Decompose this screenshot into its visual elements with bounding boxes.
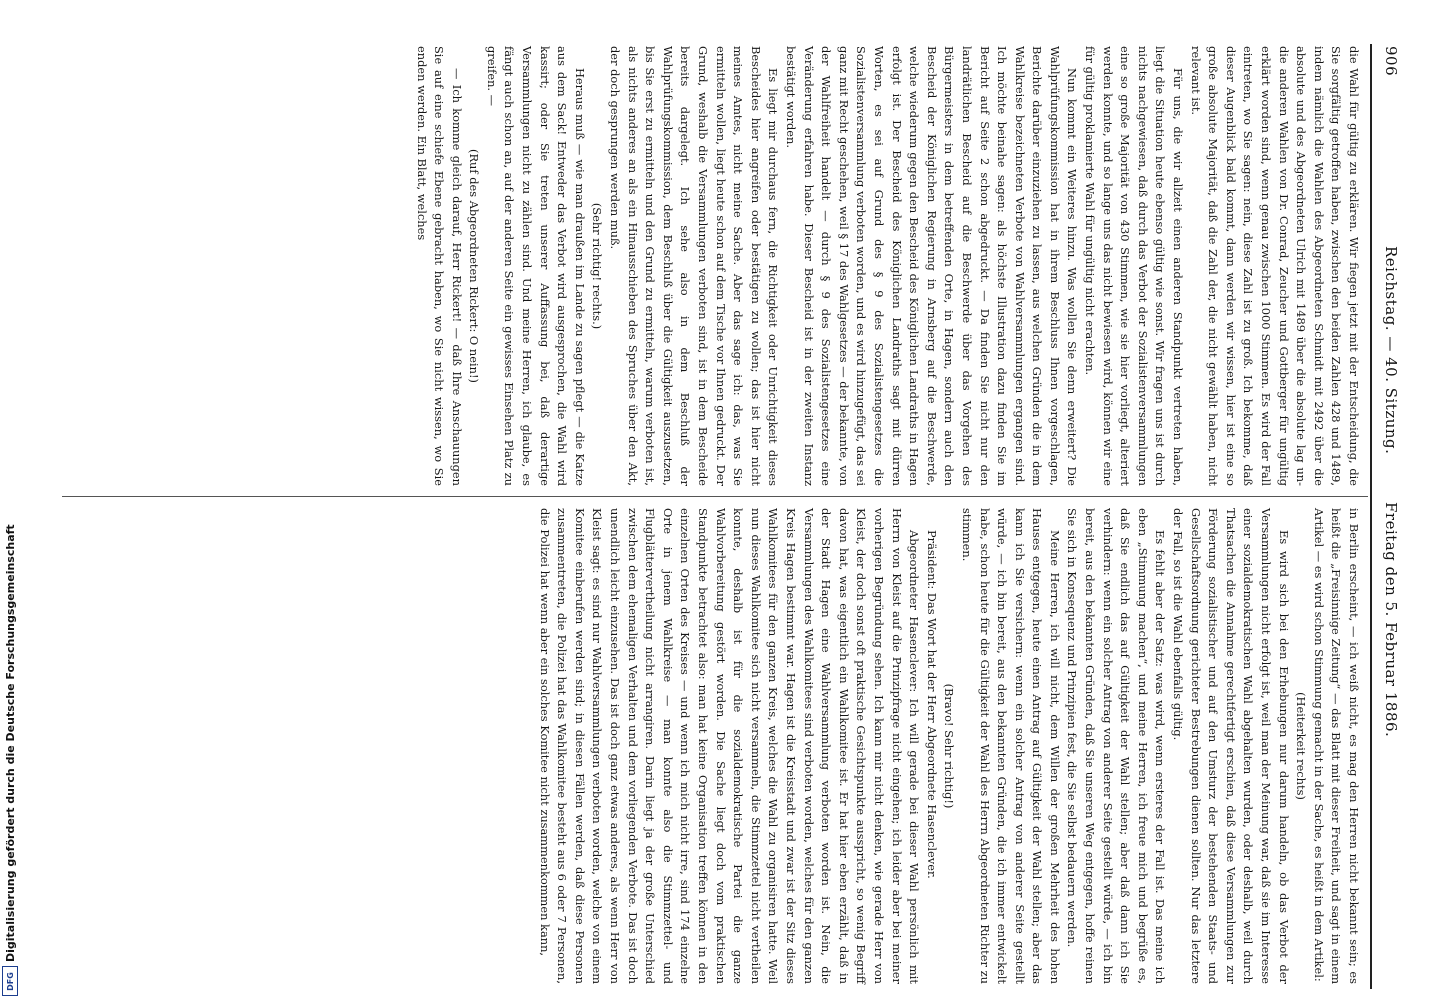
quote-paragraph: Es wird sich bei den Erhebungen nur darum handeln, ob das Verbot der Versammlungen nicht erfolgt ist, weil man der Meinung war, daß sie im Interesse einer sozialdemokratischen Wahl abgehalten wurden, oder deshalb, weil durch Thatsachen die Annahme gerechtfertigt erschien, daß diese Versammlungen zur Förderung sozialistischer und auf den Umsturz der bestehenden Staats- und Gesellschaftsordnung gerichteter Bestrebungen dienen sollten. Nur das letztere der Fall, so ist die Wahl ebenfalls gültig. (1171, 508, 1291, 984)
interjection: (Sehr richtig! rechts.) (590, 202, 605, 330)
interjection: (Ruf des Abgeordneten Rickert: O nein!) (467, 149, 482, 383)
page-number: 906 (1382, 46, 1400, 77)
text-column-right (535, 508, 1362, 984)
running-title: Reichstag. — 40. Sitzung. (1382, 246, 1400, 455)
interjection: (Heiterkeit rechts) (1294, 692, 1309, 800)
paragraph: Es fehlt aber der Satz: was wird, wenn ersteres der Fall ist. Das meine ich eben „Stimmung machen“, und meine Herren, ich freue mich und begrüße es, daß Sie endlich das auf Gültigkeit der Wahl stellen; aber daß dann ich Sie verhindern: wenn ein solcher Antrag von anderer Seite gestellt würde, — ich bin bereit, aus den bekannten Gründen, daß Sie unseren Weg entgegen, hoffe reinen Sie sich in Konsequenz und Prinzipien fest, die Sie selbst bedauern werden. (1065, 508, 1168, 984)
paragraph: Nun kommt ein Weiteres hinzu. Was wollen Sie denn erweitert? Die Wahlprüfungskommission hat in ihrem Beschluss Ihnen vorgeschlagen, Berichte darüber einzuziehen zu lassen, aus welchen Gründen die in dem Wahlkreise bezeichneten Verbote von Wahlversammlungen ergangen sind. Ich möchte beinahe sagen: als höchste Illustration dazu finden Sie im Bericht auf Seite 2 schon abgedruckt. — Da finden Sie nicht nur den landrätlichen Bescheid auf die Beschwerde über das Vorgehen des Bürgermeisters in dem betreffenden Orte, in Hagen, sondern auch den Bescheid der Königlichen Regierung in Arnsberg auf die Beschwerde, welche wiederum gegen den Bescheid des Königlichen Landraths in Hagen erfolgt ist. Der Bescheid des Königlichen Landraths sagt mit dürren Worten, es sei auf Grund des § 9 des Sozialistengesetzes die Sozialistenversammlung verboten worden, und es wird hinzugefügt, das sei ganz mit Recht geschehen, weil § 17 des Wahlgesetzes — der bekannte, von der Wahlfreiheit handelt — durch § 9 des Sozialistengesetzes eine Veränderung erfahren habe. Dieser Bescheid ist in der zweiten Instanz bestätigt worden. (784, 46, 1080, 486)
paragraph: Heraus muß — wie man draußen im Lande zu sagen pflegt — die Katze aus dem Sack! Entweder das Verbot wird ausgesprochen, die Wahl wird kassirt; oder Sie treten unserer Auffassung bei, daß derartige Versammlungen nicht zu zählen sind. Und meine Herren, ich glaube, es fängt auch schon an, auf der anderen Seite ein gewisses Einsehen Platz zu greifen. — (484, 46, 587, 486)
paragraph: Für uns, die wir allzeit einen anderen Standpunkt vertreten haben, liegt die Situation heute ebenso gültig wie sonst. Wir fragen uns ist durch nichts nachgewiesen, daß durch das Verbot der Sozialistenversammlungen eine so große Majorität von 430 Stimmen, wie sie hier vorliegt, alteriert werden konnte, und so lange uns das nicht bewiesen wird, können wir eine für gültig proklamierte Wahl für ungültig nicht erachten. (1083, 46, 1186, 486)
dfg-logo (2, 966, 18, 996)
speaker-paragraph: Abgeordneter Hasenclever: Ich will gerade bei dieser Wahl persönlich mit Herrn von Kleist auf die Prinzipfrage nicht eingehen; ich leider aber bei meiner vorherigen Begründung sehen. Ich kann mir nicht denken, wie gerade Herr von Kleist, der doch sonst oft praktische Gesichtspunkte ausspricht, so wenig Begriff davon hat, was eigentlich ein Wahlkomitee ist. Er hat hier eben erzählt, daß in der Stadt Hagen eine Wahlversammlung verboten worden ist. Nein, die Versammlungen des Wahlkomitees sind verboten worden, welches für den ganzen Kreis Hagen bestimmt war. Hagen ist die Kreisstadt und zwar ist der Sitz dieses Wahlkomitees für den ganzen Kreis, welches die Wahl zu organisiren hatte. Weil nun dieses Wahlkomitee sich nicht versammeln, die Stimmzettel nicht vertheilen konnte, deshalb ist für die sozialdemokratische Partei die ganze Wahlvorbereitung gestört worden. Die Sache liegt doch vom praktischen Standpunkte betrachtet also: man hat keine Organisation treffen können in den einzelnen Orten des Kreises — und wenn ich mich nicht irre, sind 174 einzelne Orte in jenem Wahlkreise — man konnte also die Stimmzettel- und Flugblättervertheilung nicht arrangiren. Darin liegt ja der große Unterschied zwischen dem ehemaligen Verhalten und dem vorliegenden Verbote. Das ist doch unendlich leicht einzusehen. Das ist doch ganz etwas anderes, als wenn Herr von Kleist sagt: es sind nur Wahlversammlungen verboten worden, welche von einem Komitee einberufen werden sind; in diesen Fällen werden, daß diese Personen zusammentreten, die Polizei hat das Wahlkomitee besteht aus 6 oder 7 Personen, die Polizei hat wenn aber ein solches Komitee nicht zusammenkommen kann, (537, 508, 922, 984)
text-column-left (412, 46, 1362, 486)
dfg-logo-text: DFG (5, 971, 15, 991)
paragraph: — Ich komme gleich darauf, Herr Rickert! — daß Ihre Anschauungen Sie auf eine schiefe Ebene gebracht haben, wo Sie nicht wissen, wo Sie enden werden. Ein Blatt, welches (414, 46, 464, 486)
header-rule (1370, 44, 1372, 989)
paragraph: Es liegt mir durchaus fern, die Richtigkeit oder Unrichtigkeit dieses Bescheides hier angreifen oder bestätigen zu wollen; das ist hier nicht meines Amtes, nicht meine Sache. Aber das sage ich: das, was Sie ermitteln wollen, liegt heute schon auf dem Tische vor Ihnen gedruckt. Der Grund, weshalb die Versammlungen verboten sind, ist in dem Bescheide bereits dargelegt. Ich sehe also in dem Beschluß der Wahlprüfungskommission, dem Beschluß über die Gültigkeit auszusetzen, bis Sie erst zu ermitteln und den Grund zu ermitteln, warum verboten ist, als nichts anderes an als ein Hinausschieben des Spruches über den Akt, der doch gesprungen werden muß. (608, 46, 781, 486)
speaker-paragraph: Präsident: Das Wort hat der Herr Abgeordnete Hasenclever. (924, 530, 939, 879)
digitization-credit: Digitalisierung gefördert durch die Deutsche Forschungsgemeinschaft (4, 524, 17, 962)
paragraph: die Wahl für gültig zu erklären. Wir fiegen jetzt mit der Entscheidung, die Sie sorgfältig getroffen haben, zwischen den beiden Zahlen 428 und 1489, indem nämlich die Wahlen des Abgeordneten Schmidt mit 2492 über die absolute und des Abgeordneten Ulrich mit 1489 über die absolute lag un- die anderen Wahlen von Dr. Conrad, Zeucher und Gottberger für ungültig erklärt worden sind, wenn genau zwischen 1000 Stimmen. Es wird der Fall eintreten, wo Sie sagen: nein, diese Zahl ist zu groß. Ich bekomme, daß dieser Augenblick bald kommt, dann werden wir wissen, hier ist eine so große absolute Majorität, daß die Zahl der, die nicht gewählt haben, nicht relevant ist. (1188, 46, 1361, 486)
interjection: (Bravo! Sehr richtig!) (942, 683, 957, 809)
column-divider (62, 496, 1368, 497)
header-date: Freitag den 5. Februar 1886. (1382, 502, 1400, 738)
paragraph: Meine Herren, ich will nicht, dem Willen der großen Mehrheit des hohen Hauses entgegen, heute einen Antrag auf Gültigkeit der Wahl stellen; aber das kann ich Sie versichern: wenn ein solcher Antrag von anderer Seite gestellt würde, — ich bin bereit, aus den bekannten Gründen, die ich immer entwickelt habe, schon heute für die Gültigkeit der Wahl des Herrn Abgeordneten Richter zu stimmen. (959, 508, 1062, 984)
paragraph: in Berlin erscheint, — ich weiß nicht, es mag den Herren nicht bekannt sein; es heißt die „Freisinnige Zeitung“ — das Blatt mit dieser Freiheit, und sagt in einem Artikel — es wird schon Stimmung gemacht in der Sache, es heißt in dem Artikel: (1311, 508, 1361, 984)
